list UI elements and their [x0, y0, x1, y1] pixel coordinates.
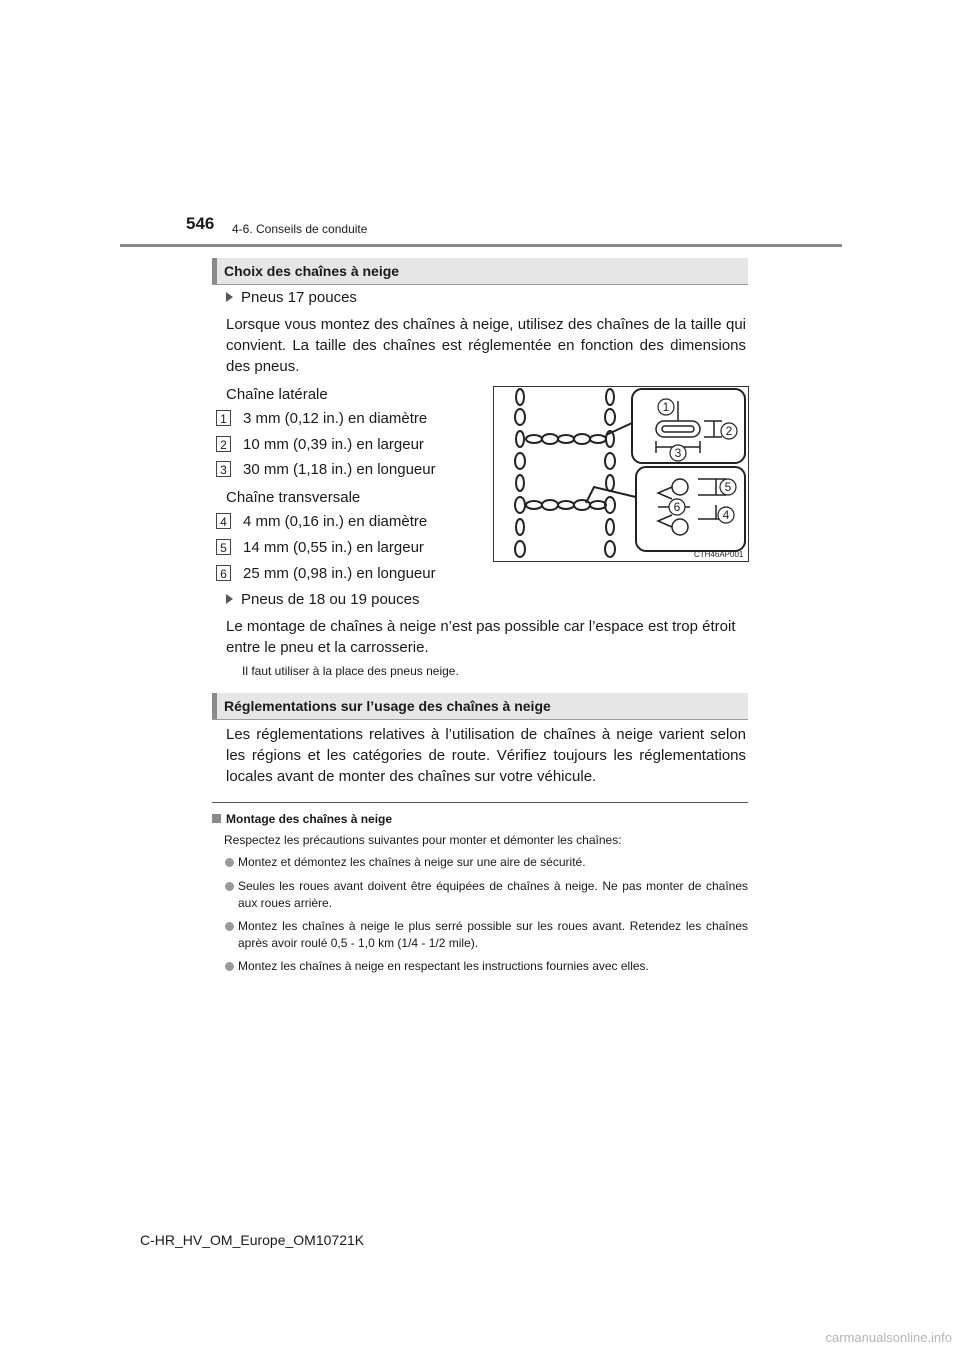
page-number: 546	[186, 214, 215, 233]
spec-text-3: 30 mm (1,18 in.) en longueur	[243, 461, 436, 478]
label-cross-chain: Chaîne transversale	[226, 489, 361, 506]
paragraph-regulations: Les réglementations relatives à l’utilisation de chaînes à neige varient selon les régions et les catégories de route. Vérifiez toujours les réglementations locales avant de monter des chaînes sur votre véhicule.	[226, 726, 746, 785]
spec-number-6: 6	[216, 565, 231, 581]
spec-text-4: 4 mm (0,16 in.) en diamètre	[243, 513, 428, 530]
bullet-text: Pneus de 18 ou 19 pouces	[241, 591, 420, 608]
section-heading-choix	[212, 258, 748, 285]
note-use-snow-tires: Il faut utiliser à la place des pneus neige.	[242, 664, 459, 678]
triangle-bullet-icon	[226, 594, 233, 604]
notes-title	[212, 812, 392, 826]
heading-accent	[212, 258, 217, 284]
square-bullet-icon	[212, 814, 221, 823]
spec-text-2: 10 mm (0,39 in.) en largeur	[243, 436, 424, 453]
heading-label: Réglementations sur l’usage des chaînes à neige	[224, 698, 551, 714]
spec-number-5: 5	[216, 539, 231, 555]
note-item-4: Montez les chaînes à neige en respectant les instructions fournies avec elles.	[238, 959, 649, 973]
figure-callout-1: 1	[662, 400, 670, 414]
bullet-tires-18-19	[226, 591, 419, 608]
spec-text-5: 14 mm (0,55 in.) en largeur	[243, 539, 424, 556]
snow-chain-diagram	[494, 387, 748, 561]
footer-doc-id: C-HR_HV_OM_Europe_OM10721K	[140, 1232, 365, 1248]
spec-number-1: 1	[216, 410, 231, 426]
snow-chain-figure	[493, 386, 749, 562]
watermark: carmanualsonline.info	[825, 1330, 952, 1345]
figure-callout-2: 2	[725, 424, 733, 438]
bullet-text: Pneus 17 pouces	[241, 289, 357, 306]
figure-callout-5: 5	[724, 480, 732, 494]
header-rule	[120, 244, 842, 247]
dot-bullet-icon	[225, 858, 234, 867]
dot-bullet-icon	[225, 962, 234, 971]
heading-label: Choix des chaînes à neige	[224, 263, 400, 279]
triangle-bullet-icon	[226, 292, 233, 302]
paragraph-intro: Lorsque vous montez des chaînes à neige, utilisez des chaînes de la taille qui convient. La taille des chaînes est réglementée en fonction des dimensions des pneus.	[226, 316, 746, 375]
bullet-tires-17	[226, 289, 357, 306]
heading-accent	[212, 693, 217, 719]
spec-text-1: 3 mm (0,12 in.) en diamètre	[243, 410, 428, 427]
spec-number-2: 2	[216, 436, 231, 452]
label-side-chain: Chaîne latérale	[226, 386, 328, 403]
dot-bullet-icon	[225, 882, 234, 891]
section-title: 4-6. Conseils de conduite	[232, 222, 368, 236]
spec-text-6: 25 mm (0,98 in.) en longueur	[243, 565, 436, 582]
section-heading-reglementations	[212, 693, 748, 720]
notes-title-text: Montage des chaînes à neige	[226, 812, 393, 826]
note-item-2: Seules les roues avant doivent être équipées de chaînes à neige. Ne pas monter de chaînes aux roues arrière.	[238, 879, 748, 910]
spec-number-3: 3	[216, 461, 231, 477]
notes-intro: Respectez les précautions suivantes pour monter et démonter les chaînes:	[224, 833, 622, 847]
note-item-1: Montez et démontez les chaînes à neige sur une aire de sécurité.	[238, 855, 586, 869]
paragraph-no-chains: Le montage de chaînes à neige n’est pas possible car l’espace est trop étroit entre le pneu et la carrosserie.	[226, 618, 736, 656]
note-item-3: Montez les chaînes à neige le plus serré possible sur les roues avant. Retendez les chaînes après avoir roulé 0,5 - 1,0 km (1/4 - 1/2 mile).	[238, 919, 748, 950]
figure-code: CTH46AP001	[694, 550, 744, 559]
figure-callout-3: 3	[674, 446, 682, 460]
spec-number-4: 4	[216, 513, 231, 529]
figure-callout-6: 6	[673, 500, 681, 514]
dot-bullet-icon	[225, 922, 234, 931]
figure-callout-4: 4	[722, 508, 730, 522]
notes-divider	[212, 802, 748, 803]
